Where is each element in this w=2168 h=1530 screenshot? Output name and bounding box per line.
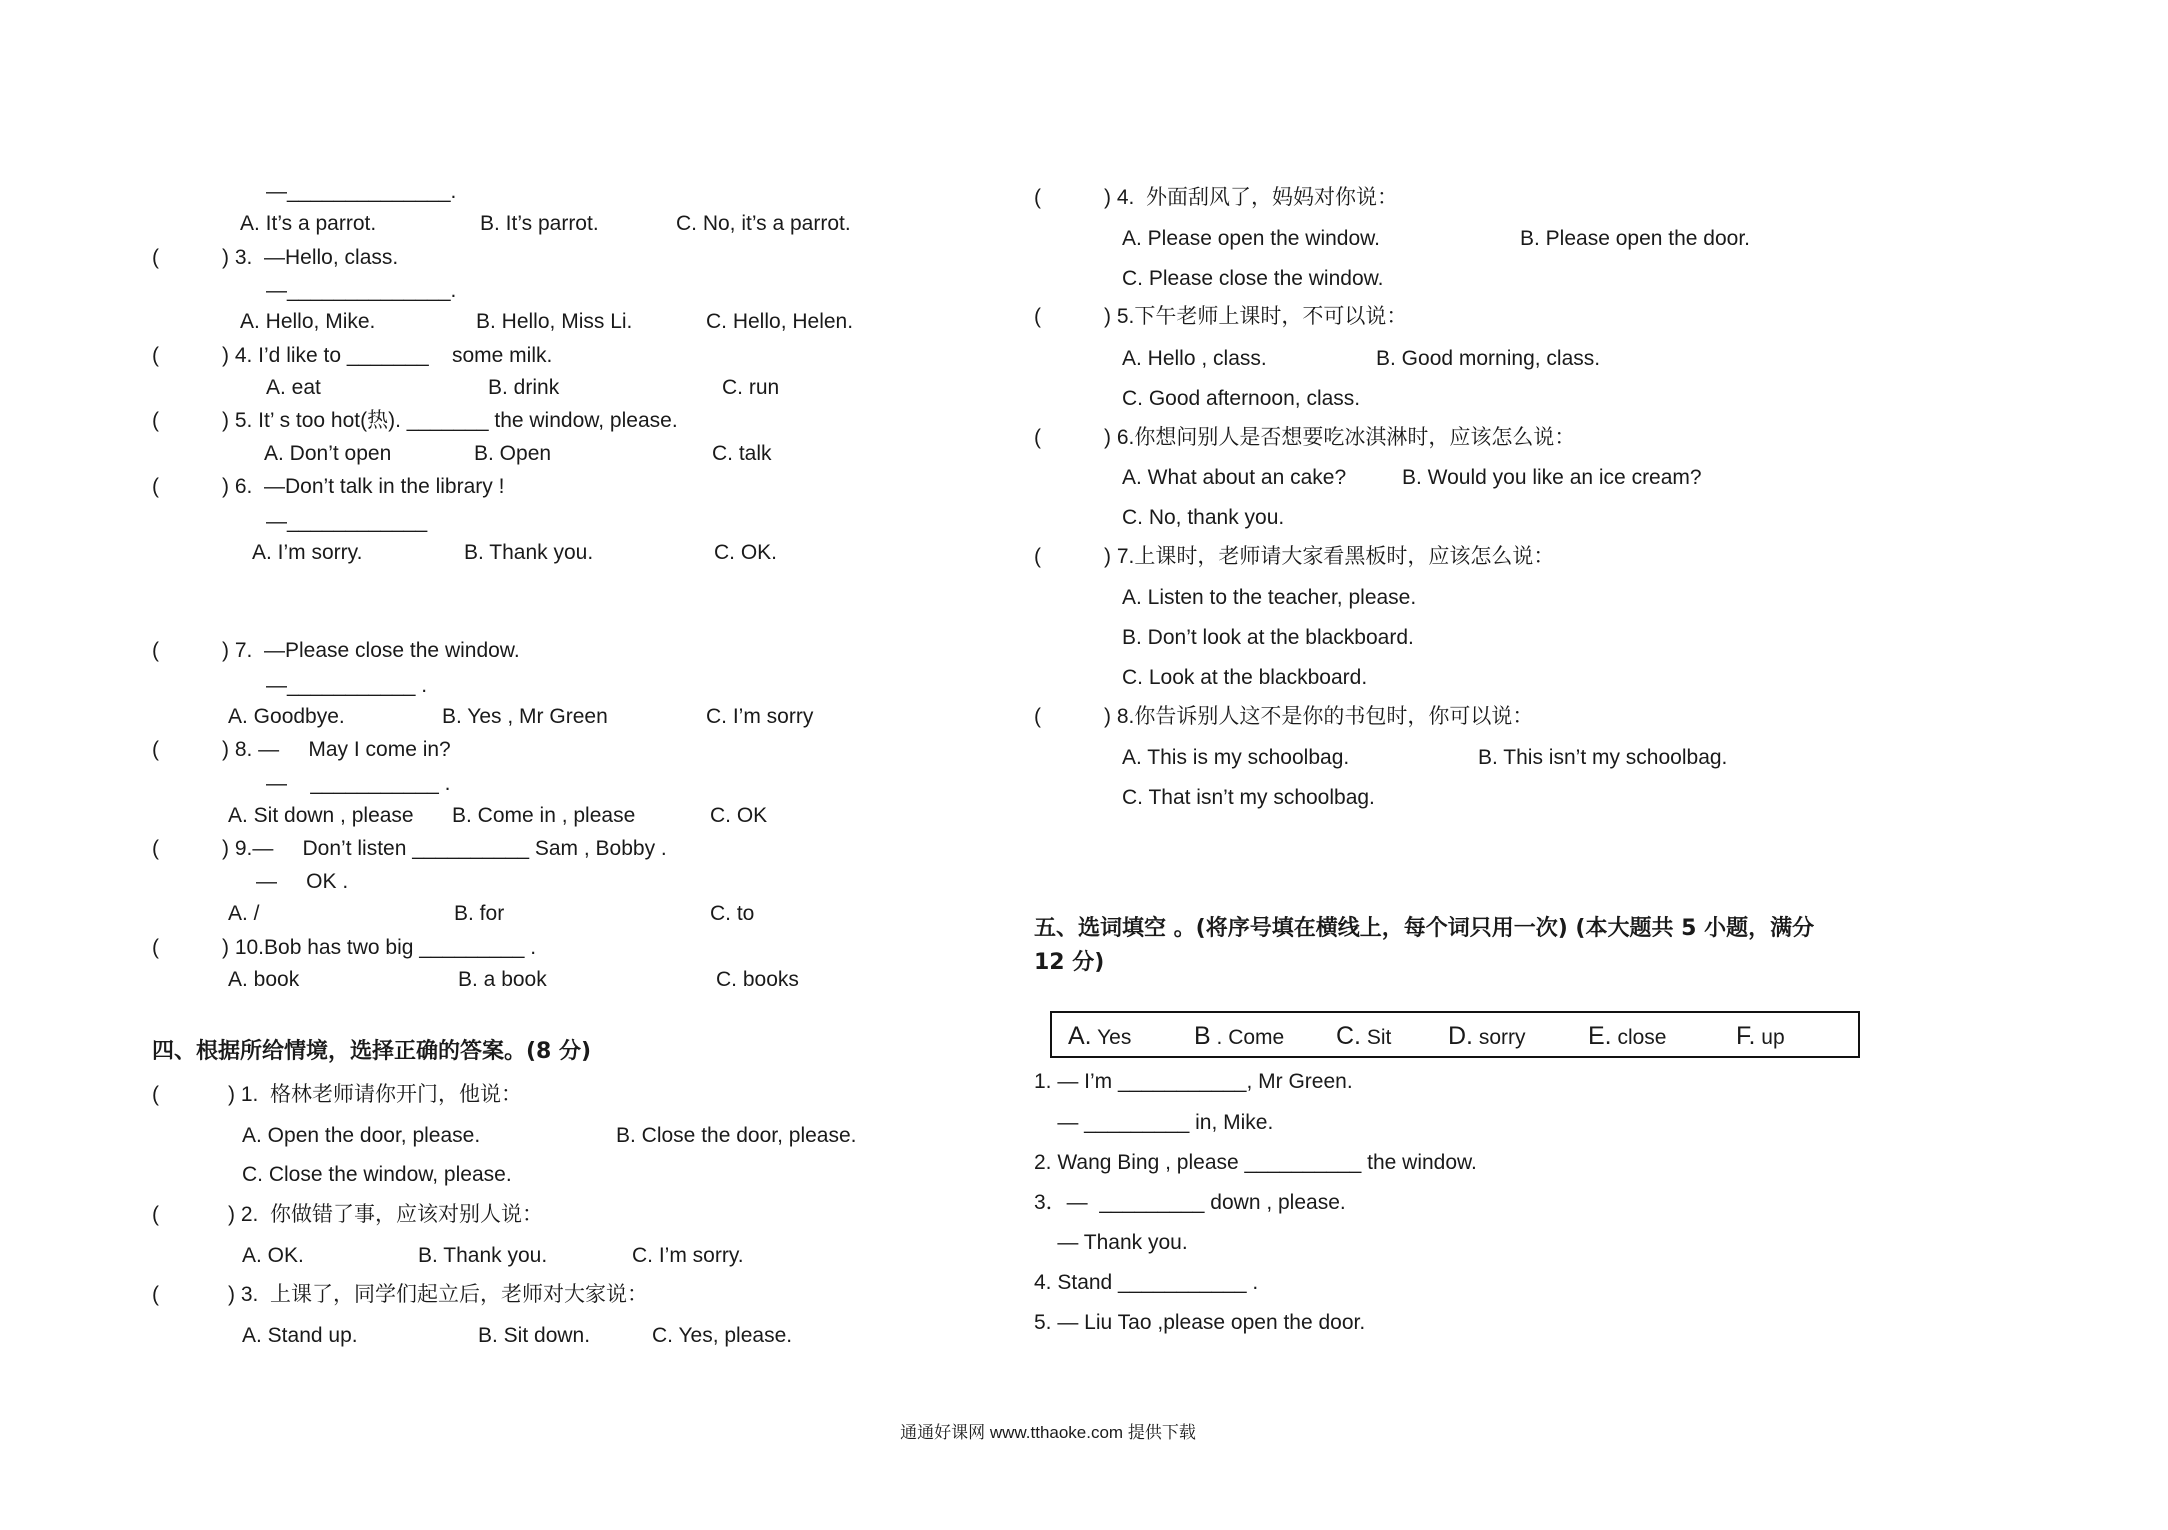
s4-q6-option-a: A. What about an cake?: [1122, 466, 1347, 489]
s4-q1-paren: (: [152, 1083, 159, 1106]
s4-q7-option-b: B. Don’t look at the blackboard.: [1122, 626, 1414, 649]
word-bank: [1050, 1011, 1860, 1058]
word-bank-item-f: F. up: [1736, 1022, 1785, 1050]
section5-title-line2: 12 分): [1034, 950, 1105, 975]
s4-q5-paren: (: [1034, 305, 1041, 328]
q6-stem: ) 6. —Don’t talk in the library !: [222, 475, 505, 498]
q6-option-a: A. I’m sorry.: [252, 541, 363, 564]
word-bank-item-d: D. sorry: [1448, 1022, 1526, 1050]
q2-option-c: C. No, it’s a parrot.: [676, 212, 851, 235]
q4-stem: ) 4. I’d like to _______ some milk.: [222, 344, 553, 367]
s4-q2-paren: (: [152, 1203, 159, 1226]
q4-option-c: C. run: [722, 376, 780, 399]
word-bank-item-e: E. close: [1588, 1022, 1667, 1050]
s4-q6-stem: ) 6.你想问别人是否想要吃冰淇淋时，应该怎么说：: [1104, 426, 1576, 449]
s4-q4-option-b: B. Please open the door.: [1520, 227, 1751, 250]
s4-q2-option-b: B. Thank you.: [418, 1244, 548, 1267]
q3-paren: (: [152, 246, 159, 269]
q7-option-a: A. Goodbye.: [228, 705, 345, 728]
q3-reply-blank: —______________.: [266, 279, 457, 302]
s4-q3-stem: ) 3. 上课了，同学们起立后，老师对大家说：: [228, 1283, 649, 1306]
s4-q5-option-c: C. Good afternoon, class.: [1122, 387, 1361, 410]
word-bank-item-b: B . Come: [1194, 1022, 1285, 1050]
s4-q1-option-b: B. Close the door, please.: [616, 1124, 857, 1147]
q9-option-b: B. for: [454, 902, 505, 925]
s4-q2-stem: ) 2. 你做错了事，应该对别人说：: [228, 1203, 544, 1226]
q5-option-c: C. talk: [712, 442, 772, 465]
q8-option-c: C. OK: [710, 804, 768, 827]
s4-q8-stem: ) 8.你告诉别人这不是你的书包时，你可以说：: [1104, 705, 1534, 728]
q2-option-b: B. It’s parrot.: [480, 212, 599, 235]
q8-option-a: A. Sit down , please: [228, 804, 414, 827]
s5-line-3-reply: — Thank you.: [1034, 1231, 1188, 1254]
q9-stem: ) 9.— Don’t listen __________ Sam , Bobby .: [222, 837, 667, 860]
s4-q6-option-c: C. No, thank you.: [1122, 506, 1285, 529]
q10-paren: (: [152, 936, 159, 959]
s5-line-1-reply: — _________ in, Mike.: [1034, 1111, 1274, 1134]
q7-stem: ) 7. —Please close the window.: [222, 639, 520, 662]
s4-q3-option-c: C. Yes, please.: [652, 1324, 793, 1347]
word-bank-item-c: C. Sit: [1336, 1022, 1392, 1050]
q5-option-b: B. Open: [474, 442, 552, 465]
q9-option-c: C. to: [710, 902, 755, 925]
s4-q8-option-c: C. That isn’t my schoolbag.: [1122, 786, 1375, 809]
q6-reply-blank: —____________: [266, 510, 428, 533]
s5-line-3: 3．— _________ down , please.: [1034, 1191, 1346, 1214]
s5-line-5: 5. — Liu Tao ,please open the door.: [1034, 1311, 1366, 1334]
page-footer: 通通好课网 www.tthaoke.com 提供下载: [900, 1423, 1196, 1442]
s4-q4-stem: ) 4. 外面刮风了，妈妈对你说：: [1104, 186, 1399, 209]
s4-q5-option-a: A. Hello , class.: [1122, 347, 1267, 370]
s4-q3-paren: (: [152, 1283, 159, 1306]
section4-title: 四、根据所给情境，选择正确的答案。(8 分): [152, 1039, 592, 1064]
q3-option-b: B. Hello, Miss Li.: [476, 310, 633, 333]
q8-option-b: B. Come in , please: [452, 804, 636, 827]
q8-paren: (: [152, 738, 159, 761]
s4-q7-stem: ) 7.上课时，老师请大家看黑板时，应该怎么说：: [1104, 545, 1555, 568]
q2-option-a: A. It’s a parrot.: [240, 212, 377, 235]
s4-q5-option-b: B. Good morning, class.: [1376, 347, 1601, 370]
q6-option-c: C. OK.: [714, 541, 778, 564]
s4-q8-option-a: A. This is my schoolbag.: [1122, 746, 1350, 769]
s4-q4-option-c: C. Please close the window.: [1122, 267, 1384, 290]
word-bank-item-a: A. Yes: [1068, 1022, 1132, 1050]
s4-q2-option-a: A. OK.: [242, 1244, 304, 1267]
s4-q7-paren: (: [1034, 545, 1041, 568]
s4-q6-paren: (: [1034, 426, 1041, 449]
q10-option-a: A. book: [228, 968, 300, 991]
q7-paren: (: [152, 639, 159, 662]
q5-paren: (: [152, 409, 159, 432]
q9-paren: (: [152, 837, 159, 860]
q10-option-c: C. books: [716, 968, 799, 991]
s4-q4-paren: (: [1034, 186, 1041, 209]
s4-q1-option-c: C. Close the window, please.: [242, 1163, 512, 1186]
s4-q3-option-a: A. Stand up.: [242, 1324, 358, 1347]
q9-option-a: A. /: [228, 902, 260, 925]
q3-option-c: C. Hello, Helen.: [706, 310, 854, 333]
q2-reply-blank: —______________.: [266, 180, 457, 203]
s4-q2-option-c: C. I’m sorry.: [632, 1244, 744, 1267]
s4-q1-option-a: A. Open the door, please.: [242, 1124, 481, 1147]
s4-q3-option-b: B. Sit down.: [478, 1324, 591, 1347]
q10-stem: ) 10.Bob has two big _________ .: [222, 936, 537, 959]
q7-option-b: B. Yes , Mr Green: [442, 705, 608, 728]
s4-q4-option-a: A. Please open the window.: [1122, 227, 1381, 250]
s4-q8-option-b: B. This isn’t my schoolbag.: [1478, 746, 1728, 769]
q7-option-c: C. I’m sorry: [706, 705, 814, 728]
q10-option-b: B. a book: [458, 968, 547, 991]
q3-option-a: A. Hello, Mike.: [240, 310, 376, 333]
s4-q7-option-c: C. Look at the blackboard.: [1122, 666, 1368, 689]
q6-option-b: B. Thank you.: [464, 541, 594, 564]
q6-paren: (: [152, 475, 159, 498]
q8-stem: ) 8. — May I come in?: [222, 738, 451, 761]
s4-q5-stem: ) 5.下午老师上课时，不可以说：: [1104, 305, 1408, 328]
q4-paren: (: [152, 344, 159, 367]
section5-title-line1: 五、选词填空 。(将序号填在横线上，每个词只用一次) (本大题共 5 小题，满分: [1034, 916, 1815, 941]
q9-reply: — OK .: [256, 870, 349, 893]
q5-option-a: A. Don’t open: [264, 442, 392, 465]
q4-option-b: B. drink: [488, 376, 560, 399]
q3-stem: ) 3. —Hello, class.: [222, 246, 399, 269]
s5-line-4: 4. Stand ___________ .: [1034, 1271, 1259, 1294]
s5-line-2: 2. Wang Bing , please __________ the window.: [1034, 1151, 1477, 1174]
s4-q6-option-b: B. Would you like an ice cream?: [1402, 466, 1702, 489]
s4-q1-stem: ) 1. 格林老师请你开门，他说：: [228, 1083, 523, 1106]
q7-reply-blank: —___________ .: [266, 674, 428, 697]
s5-line-1: 1. — I’m ___________, Mr Green.: [1034, 1070, 1353, 1093]
s4-q7-option-a: A. Listen to the teacher, please.: [1122, 586, 1417, 609]
s4-q8-paren: (: [1034, 705, 1041, 728]
q8-reply-blank: — ___________ .: [266, 772, 451, 795]
q5-stem: ) 5. It’ s too hot(热). _______ the window, please.: [222, 409, 678, 432]
q4-option-a: A. eat: [266, 376, 321, 399]
